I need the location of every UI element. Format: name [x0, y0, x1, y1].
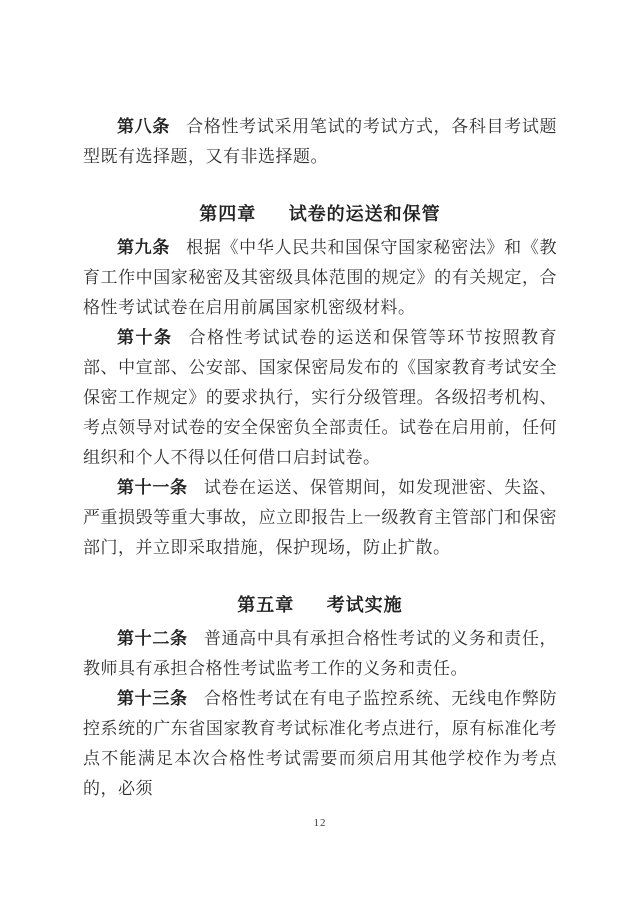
chapter-4-number: 第四章: [199, 204, 257, 224]
article-10-text: 合格性考试试卷的运送和保管等环节按照教育部、中宣部、公安部、国家保密局发布的《国家教育考试安全保密工作规定》的要求执行，实行分级管理。各级招考机构、考点领导对试卷的安全保密负全部责任。试卷在启用前，任何组织和个人不得以任何借口启封试卷。: [83, 328, 558, 467]
article-13-text: 合格性考试在有电子监控系统、无线电作弊防控系统的广东省国家教育考试标准化考点进行，原有标准化考点不能满足本次合格性考试需要而须启用其他学校作为考点的，必须: [83, 689, 557, 798]
article-13-label: 第十三条: [117, 689, 188, 708]
chapter-5-title: 考试实施: [326, 595, 403, 615]
article-8-paragraph: [83, 112, 557, 172]
article-13-paragraph: [83, 684, 557, 804]
chapter-4-title: 试卷的运送和保管: [288, 204, 441, 224]
article-11-paragraph: [83, 473, 557, 563]
article-10-paragraph: [83, 323, 557, 473]
article-9-label: 第九条: [117, 238, 171, 257]
document-content: [83, 112, 557, 804]
article-11-text: 试卷在运送、保管期间，如发现泄密、失盗、严重损毁等重大事故，应立即报告上一级教育主管部门和保密部门，并立即采取措施，保护现场，防止扩散。: [83, 478, 557, 557]
chapter-4-heading: [83, 199, 557, 229]
article-10-label: 第十条: [117, 328, 173, 347]
article-11-label: 第十一条: [117, 478, 188, 497]
article-12-label: 第十二条: [117, 629, 188, 648]
article-9-text: 根据《中华人民共和国保守国家秘密法》和《教育工作中国家秘密及其密级具体范围的规定》的有关规定，合格性考试试卷在启用前属国家机密级材料。: [83, 238, 558, 317]
page-number: 12: [313, 817, 327, 829]
article-12-paragraph: [83, 624, 557, 684]
article-9-paragraph: [83, 233, 557, 323]
article-8-label: 第八条: [117, 117, 171, 136]
article-8-text: 合格性考试采用笔试的考试方式，各科目考试题型既有选择题，又有非选择题。: [83, 117, 558, 166]
chapter-5-number: 第五章: [237, 595, 295, 615]
article-12-text: 普通高中具有承担合格性考试的义务和责任，教师具有承担合格性考试监考工作的义务和责任。: [83, 629, 557, 678]
chapter-5-heading: [83, 590, 557, 620]
